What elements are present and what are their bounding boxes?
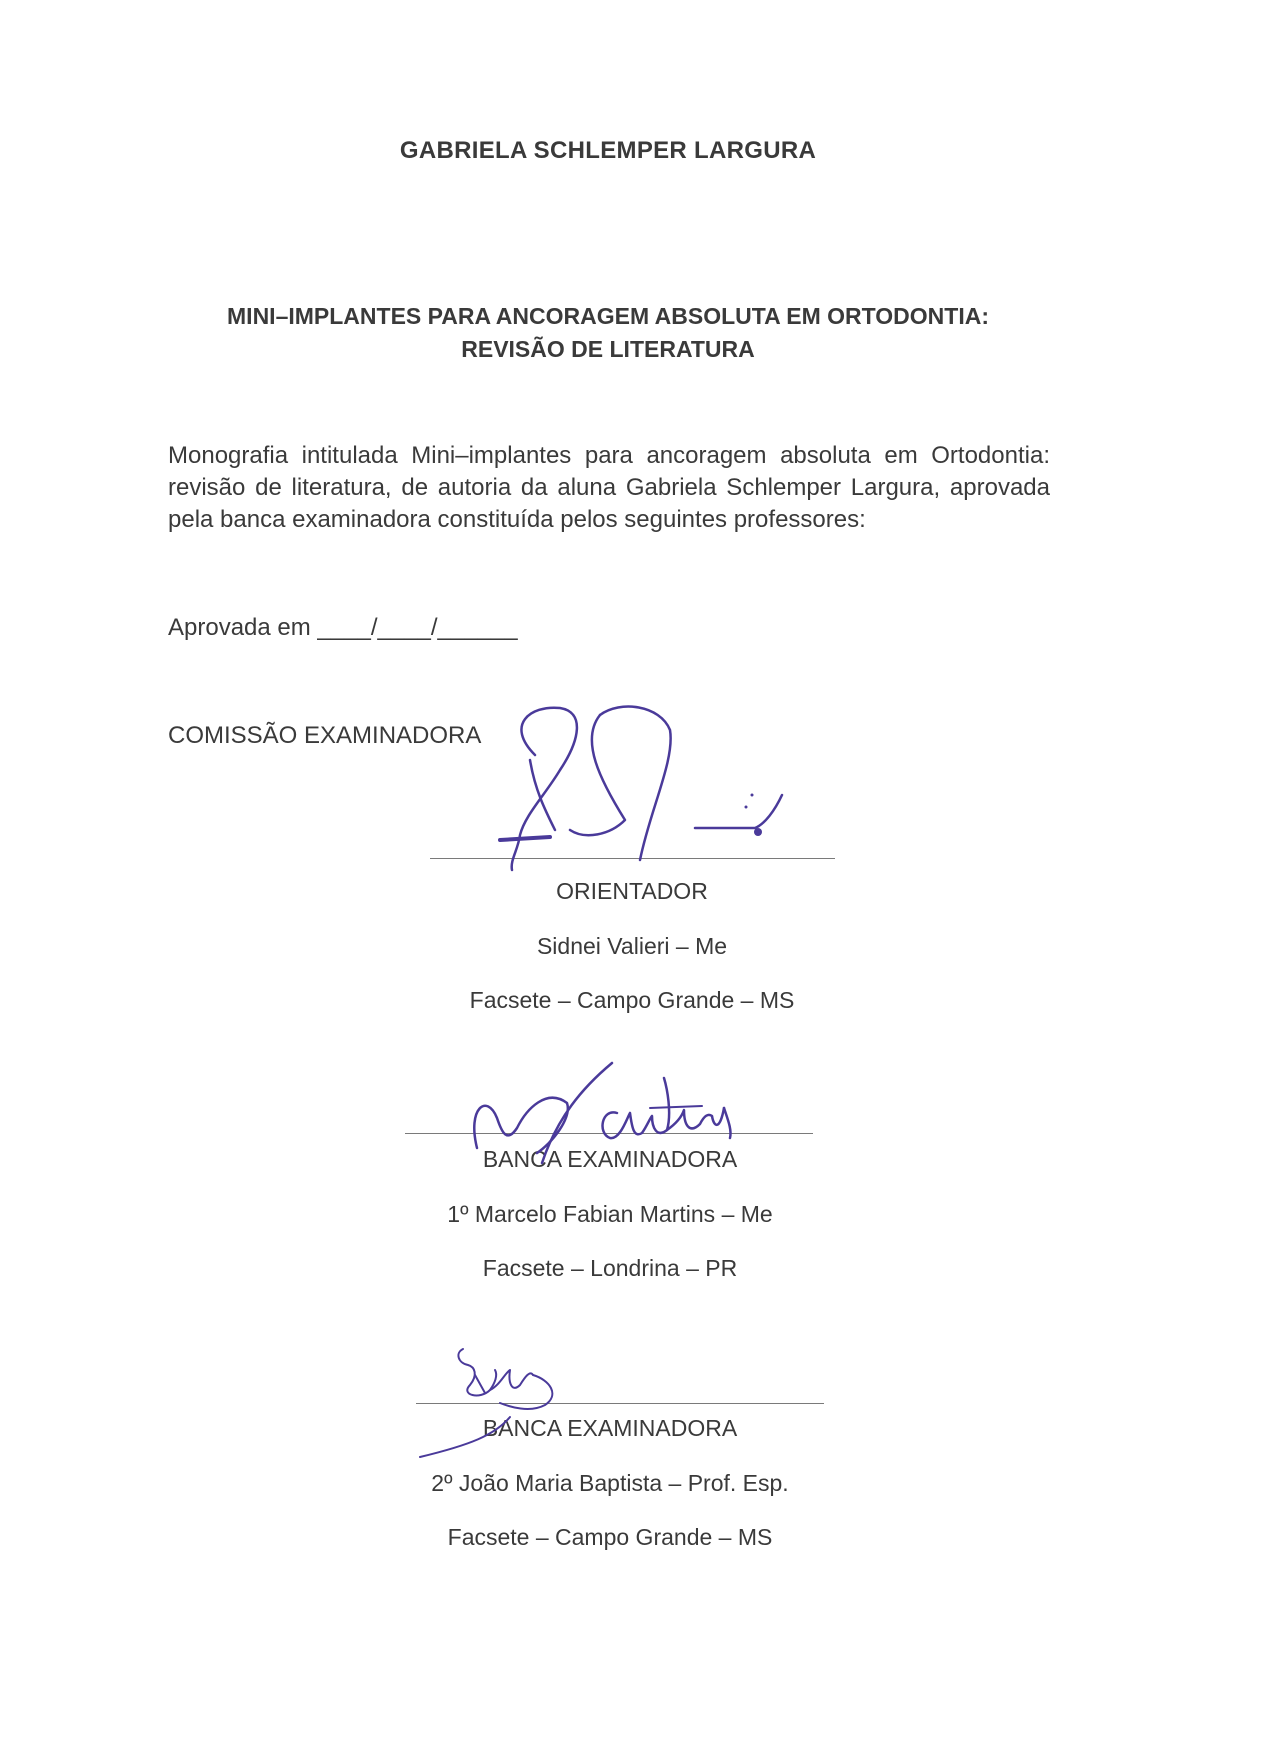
examiner-2-signature (400, 1345, 610, 1475)
committee-heading: COMISSÃO EXAMINADORA (168, 722, 482, 749)
member-name: 1º Marcelo Fabian Martins – Me (447, 1201, 773, 1227)
approval-date-line (168, 614, 518, 642)
member-institution: Facsete – Campo Grande – MS (469, 987, 795, 1013)
title-line-2: REVISÃO DE LITERATURA (461, 336, 755, 362)
author-name: GABRIELA SCHLEMPER LARGURA (399, 137, 817, 164)
member-role: BANCA EXAMINADORA (482, 1146, 738, 1172)
advisor-signature (490, 700, 830, 880)
member-role: ORIENTADOR (556, 878, 708, 904)
approval-date-blank: ____/____/______ (317, 614, 518, 641)
member-name: Sidnei Valieri – Me (536, 933, 728, 959)
abstract-paragraph: Monografia intitulada Mini–implantes para ancoragem absoluta em Ortodontia: revisão de literatura, de autoria da aluna Gabriela Schlemper Largura, aprovada pela banca examinadora constituída pelos seguintes professores: (168, 442, 1050, 533)
member-name: 2º João Maria Baptista – Prof. Esp. (431, 1470, 789, 1496)
document-title (0, 300, 1216, 366)
examiner-1-signature (462, 1058, 752, 1168)
approval-label: Aprovada em (168, 614, 311, 641)
member-institution: Facsete – Campo Grande – MS (447, 1524, 773, 1550)
member-role: BANCA EXAMINADORA (482, 1415, 738, 1441)
title-line-1: MINI–IMPLANTES PARA ANCORAGEM ABSOLUTA EM ORTODONTIA: (227, 303, 989, 329)
member-institution: Facsete – Londrina – PR (482, 1255, 738, 1281)
